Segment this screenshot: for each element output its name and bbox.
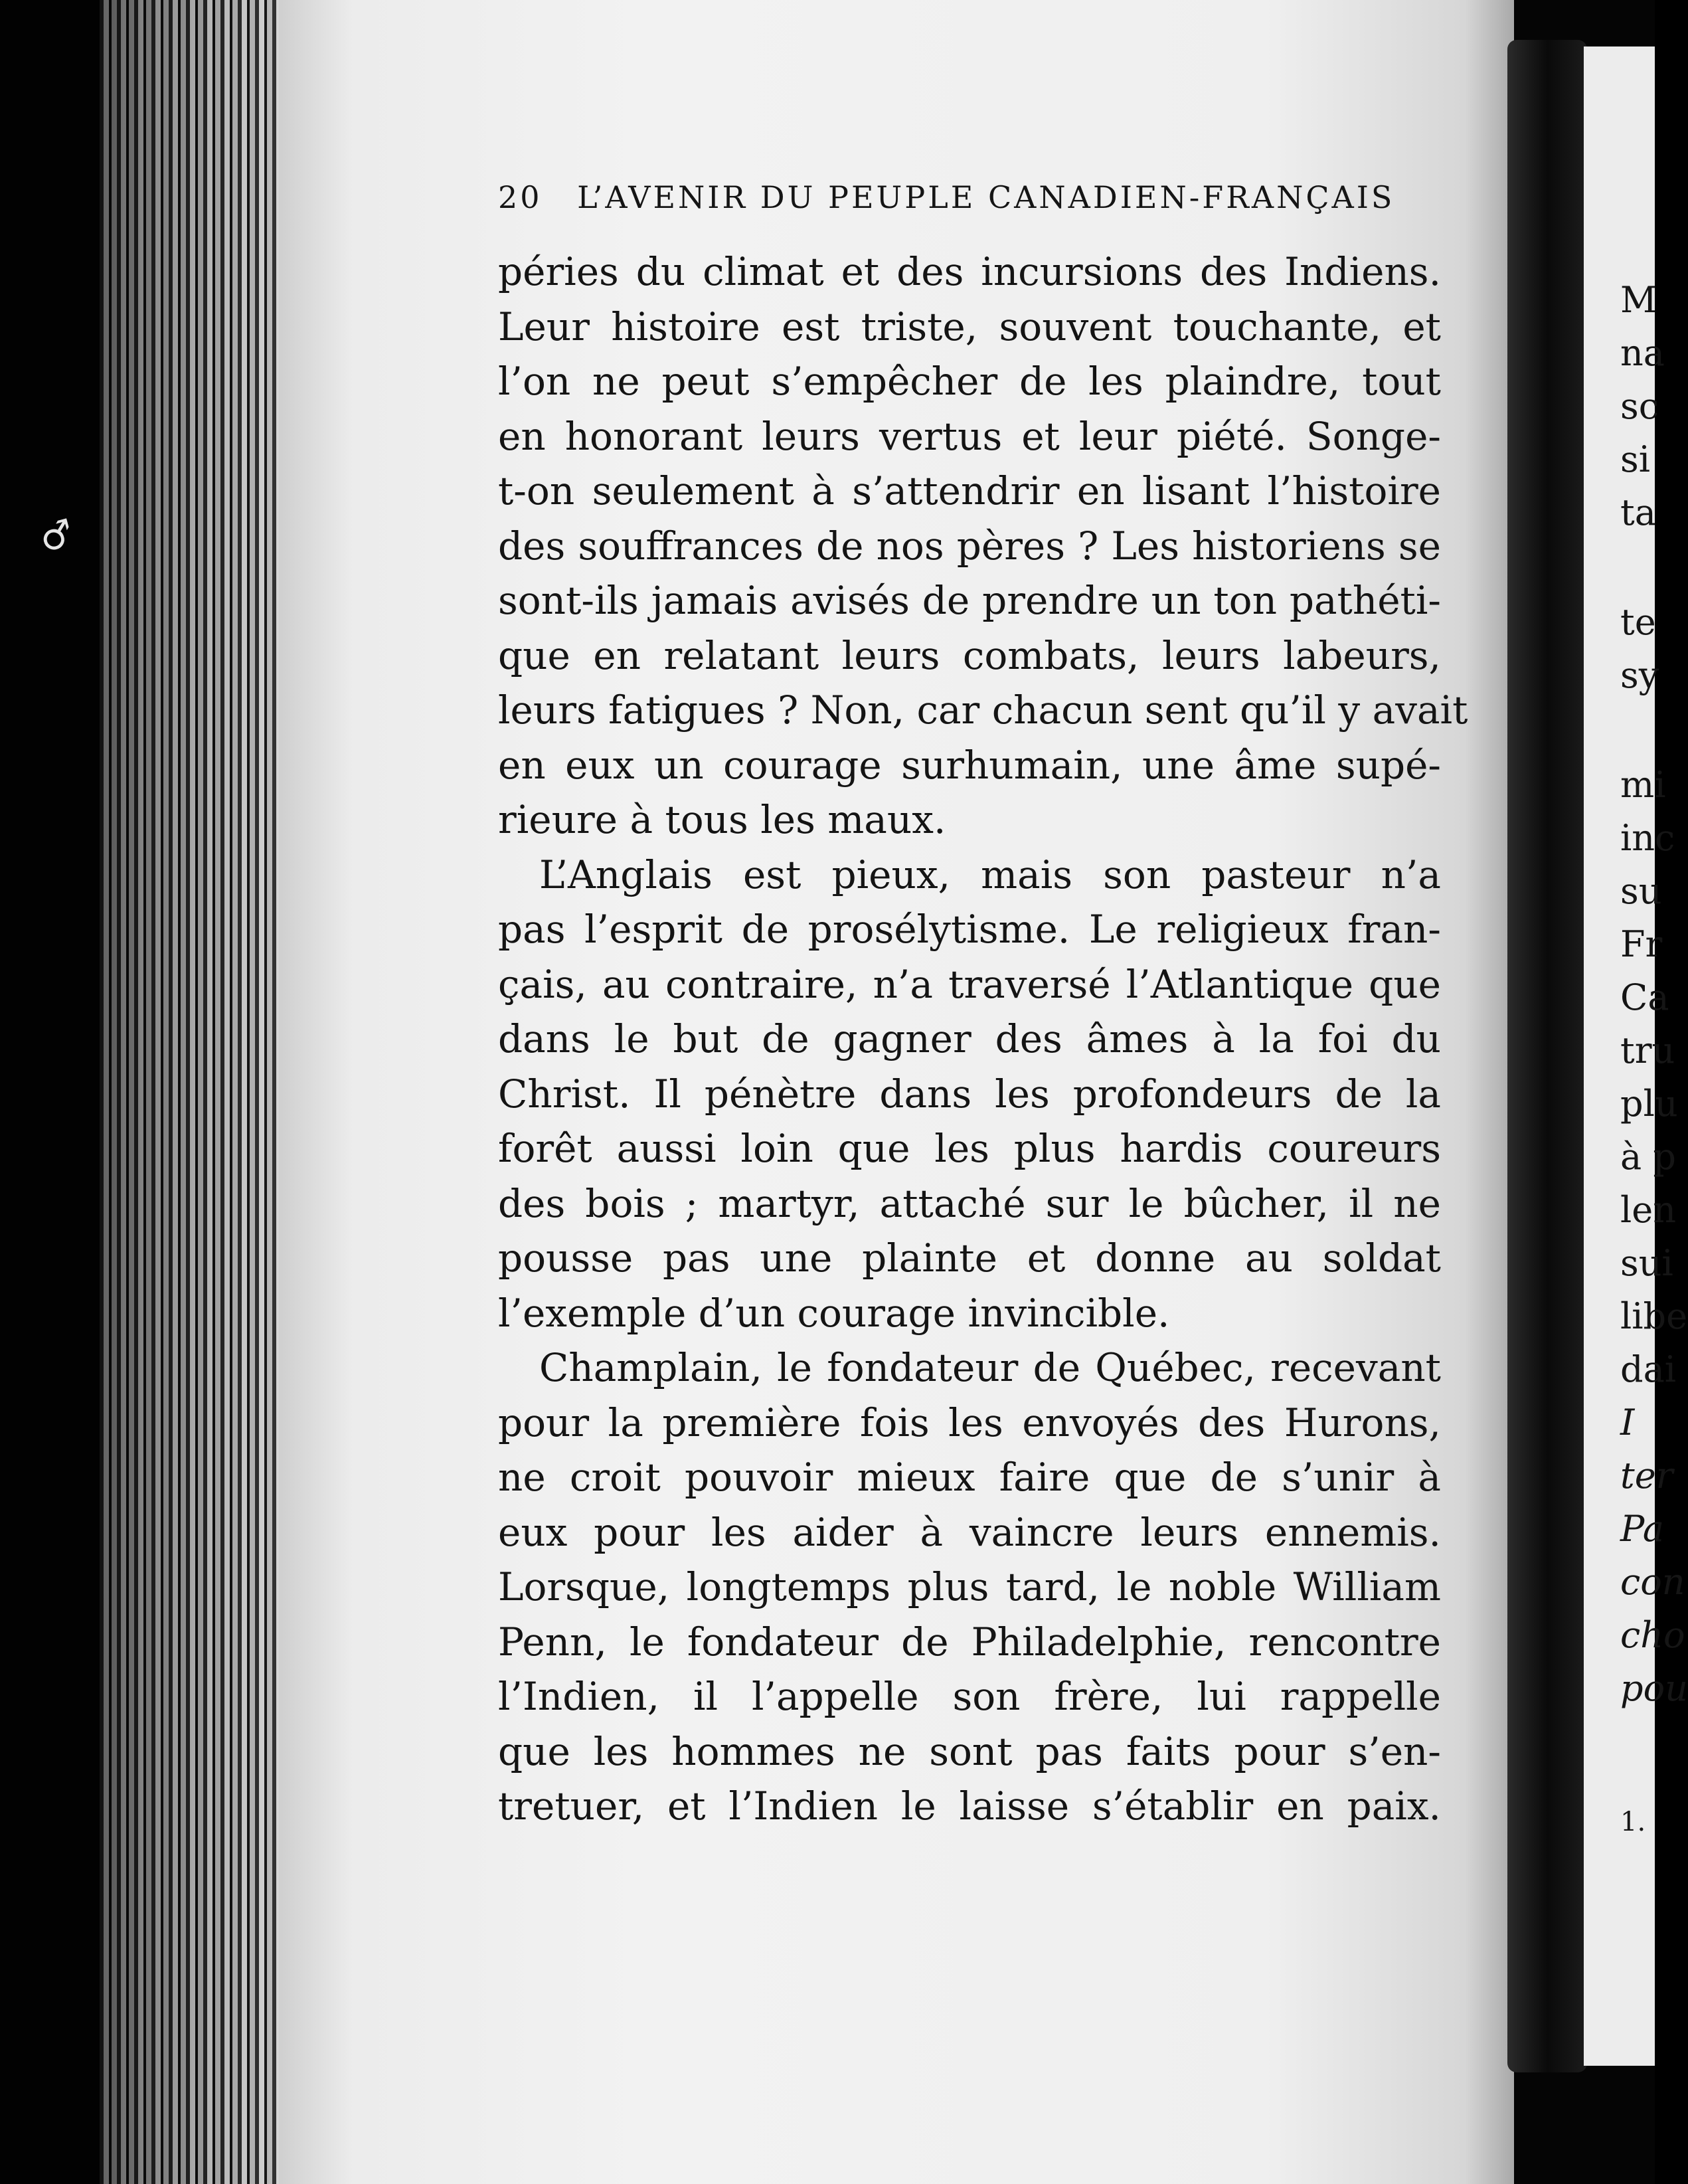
text-line: rieure à tous les maux. xyxy=(498,797,946,842)
page-body xyxy=(498,244,1468,1834)
facing-fragment: mi xyxy=(1620,764,1666,806)
facing-fragment: Pa xyxy=(1620,1508,1665,1550)
text-line: l’on ne peut s’empêcher de les plaindre, tout xyxy=(498,359,1441,404)
facing-fragment: I xyxy=(1620,1402,1635,1443)
text-line: pousse pas une plainte et donne au soldat xyxy=(498,1235,1441,1281)
text-line: l’exemple d’un courage invincible. xyxy=(498,1290,1170,1336)
text-line: L’Anglais est pieux, mais son pasteur n’a xyxy=(539,852,1441,897)
facing-fragment: Ca xyxy=(1620,976,1669,1018)
page-edges-shade xyxy=(100,0,292,2184)
text-line: Penn, le fondateur de Philadelphie, rencontre xyxy=(498,1619,1441,1665)
text-line: sont-ils jamais avisés de prendre un ton pathéti- xyxy=(498,578,1441,623)
text-line: eux pour les aider à vaincre leurs ennemis. xyxy=(498,1509,1441,1555)
text-line: Lorsque, longtemps plus tard, le noble William xyxy=(498,1564,1441,1609)
facing-fragment: te xyxy=(1620,601,1656,643)
facing-fragment: pou xyxy=(1620,1667,1688,1709)
running-header xyxy=(498,179,1395,215)
facing-fragment: dai xyxy=(1620,1348,1677,1390)
facing-fragment: Fr xyxy=(1620,923,1663,965)
facing-fragment: 1. xyxy=(1620,1807,1646,1837)
text-line: des bois ; martyr, attaché sur le bûcher, il ne xyxy=(498,1180,1441,1226)
facing-fragment: inc xyxy=(1620,817,1675,859)
facing-fragment: su xyxy=(1620,870,1662,912)
text-line: des souffrances de nos pères ? Les historiens se xyxy=(498,523,1441,569)
text-line: dans le but de gagner des âmes à la foi du xyxy=(498,1016,1441,1061)
text-line: Leur histoire est triste, souvent touchante, et xyxy=(498,304,1441,349)
text-line: pas l’esprit de prosélytisme. Le religieux fran- xyxy=(498,907,1441,952)
facing-fragment: libe xyxy=(1620,1295,1688,1337)
running-title: L’AVENIR DU PEUPLE CANADIEN-FRANÇAIS xyxy=(577,179,1395,215)
text-line: l’Indien, il l’appelle son frère, lui rappelle xyxy=(498,1674,1441,1719)
facing-fragment: ter xyxy=(1620,1455,1673,1497)
facing-fragment: sui xyxy=(1620,1242,1673,1284)
book-spine xyxy=(1507,40,1587,2072)
facing-fragment: si xyxy=(1620,438,1650,480)
facing-fragment: ta xyxy=(1620,492,1656,533)
facing-fragment: sc xyxy=(1620,385,1659,427)
text-line: que en relatant leurs combats, leurs labeurs, xyxy=(498,632,1441,678)
facing-fragment: cho xyxy=(1620,1614,1685,1656)
text-line: en honorant leurs vertus et leur piété. Songe- xyxy=(498,413,1441,459)
facing-fragment: tru xyxy=(1620,1030,1675,1071)
left-gutter xyxy=(0,0,100,2184)
text-line: ne croit pouvoir mieux faire que de s’unir à xyxy=(498,1455,1441,1500)
scan-artifact-mark: ♂ xyxy=(35,511,78,562)
facing-fragment: na xyxy=(1620,332,1665,374)
text-line: en eux un courage surhumain, une âme supé- xyxy=(498,742,1441,788)
text-line: forêt aussi loin que les plus hardis coureurs xyxy=(498,1126,1441,1171)
page-number: 20 xyxy=(498,179,543,215)
facing-fragment: con xyxy=(1620,1561,1685,1603)
text-line: que les hommes ne sont pas faits pour s’en- xyxy=(498,1728,1441,1774)
facing-fragment: plu xyxy=(1620,1083,1678,1125)
text-line: t-on seulement à s’attendrir en lisant l’histoire xyxy=(498,468,1441,513)
facing-fragment: sy xyxy=(1620,654,1659,696)
text-line: Christ. Il pénètre dans les profondeurs de la xyxy=(498,1071,1441,1117)
text-line: péries du climat et des incursions des Indiens. xyxy=(498,249,1441,294)
text-line: pour la première fois les envoyés des Hurons, xyxy=(498,1400,1441,1445)
facing-fragment: M xyxy=(1620,279,1657,321)
facing-fragment: à p xyxy=(1620,1136,1676,1178)
text-line: çais, au contraire, n’a traversé l’Atlantique que xyxy=(498,961,1441,1007)
facing-fragment: len xyxy=(1620,1189,1677,1231)
text-line: leurs fatigues ? Non, car chacun sent qu’il y avait xyxy=(498,687,1468,733)
text-line: tretuer, et l’Indien le laisse s’établir en paix. xyxy=(498,1783,1441,1829)
text-line: Champlain, le fondateur de Québec, recevant xyxy=(539,1345,1441,1390)
